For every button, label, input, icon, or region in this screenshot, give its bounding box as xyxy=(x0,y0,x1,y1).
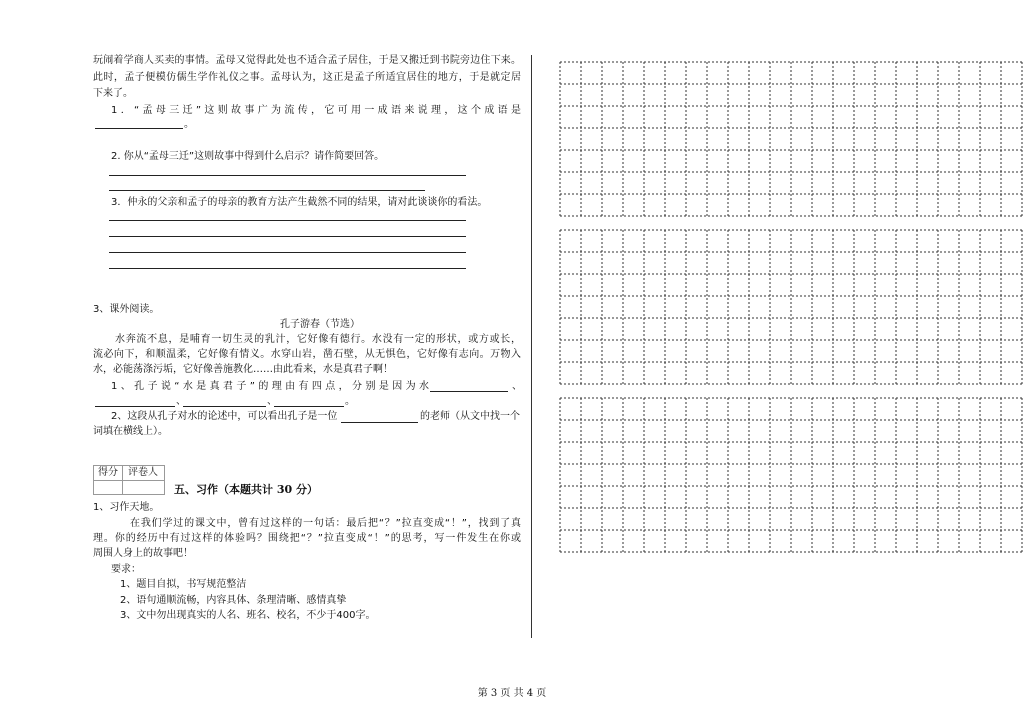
score-label: 得分 xyxy=(98,467,118,478)
section-5-title: 五、习作（本题共计 30 分） xyxy=(174,483,318,496)
requirement-1: 1、题目自拟，书写规范整洁 xyxy=(120,579,247,590)
passage-line-3: 下来了。 xyxy=(93,88,133,99)
passage-line-2: 此时，孟子便模仿儒生学作礼仪之事。孟母认为，这正是孟子所适宜居住的地方，于是就定居 xyxy=(93,72,521,83)
question-2-text: 2. 你从“孟母三迁”这则故事中得到什么启示？请作简要回答。 xyxy=(111,151,385,162)
reading-q1-separator-2: 、 xyxy=(176,396,186,407)
reading-title: 孔子游春（节选） xyxy=(280,319,360,330)
section-3-label: 3、课外阅读。 xyxy=(93,304,160,315)
reading-paragraph-3: 水，必能荡涤污垢，它好像善施教化……由此看来，水是真君子啊！ xyxy=(93,364,393,375)
requirements-label: 要求： xyxy=(111,564,141,575)
reading-q1-text: 1、孔子说“水是真君子”的理由有四点，分别是因为水 xyxy=(111,381,429,392)
reading-q2-text-c: 词填在横线上）。 xyxy=(93,426,168,437)
reading-q2-text-b: 的老师（从文中找一个 xyxy=(420,411,520,422)
reviewer-label: 评卷人 xyxy=(128,467,158,478)
reading-q1-end: 。 xyxy=(345,396,355,407)
reading-paragraph-1: 水奔流不息，是哺育一切生灵的乳汁，它好像有德行。水没有一定的形状，或方或长， xyxy=(115,334,521,345)
reading-q1-separator-3: 、 xyxy=(267,396,277,407)
passage-line-1: 玩闹着学商人买卖的事情。孟母又觉得此处也不适合孟子居住，于是又搬迁到书院旁边住下来。 xyxy=(93,55,521,66)
page-footer: 第 3 页 共 4 页 xyxy=(477,688,547,699)
writing-prompt-3: 周围人身上的故事吧！ xyxy=(93,548,193,559)
question-3-text: 3．仲永的父亲和孟子的母亲的教育方法产生截然不同的结果，请对此谈谈你的看法。 xyxy=(111,197,488,208)
section-5-item: 1、习作天地。 xyxy=(93,502,160,513)
reading-q2-text-a: 2、这段从孔子对水的论述中，可以看出孔子是一位 xyxy=(111,411,338,422)
writing-prompt-1: 在我们学过的课文中，曾有过这样的一句话：最后把“？”拉直变成“！”，找到了真 xyxy=(130,518,521,529)
writing-prompt-2: 理。你的经历中有过这样的体验吗？围绕把“？”拉直变成“！”的思考，写一件发生在你或 xyxy=(93,533,521,544)
requirement-3: 3、文中勿出现真实的人名、班名、校名，不少于400字。 xyxy=(120,610,376,621)
reading-q1-separator-1: 、 xyxy=(512,381,522,392)
requirement-2: 2、语句通顺流畅，内容具体、条理清晰、感情真挚 xyxy=(120,595,347,606)
reading-paragraph-2: 流必向下，和顺温柔，它好像有情义。水穿山岩，凿石壁，从无惧色，它好像有志向。万物入 xyxy=(93,349,521,360)
question-1-end: 。 xyxy=(184,119,194,130)
question-1-text: 1．“孟母三迁”这则故事广为流传，它可用一成语来说理，这个成语是 xyxy=(111,105,521,116)
